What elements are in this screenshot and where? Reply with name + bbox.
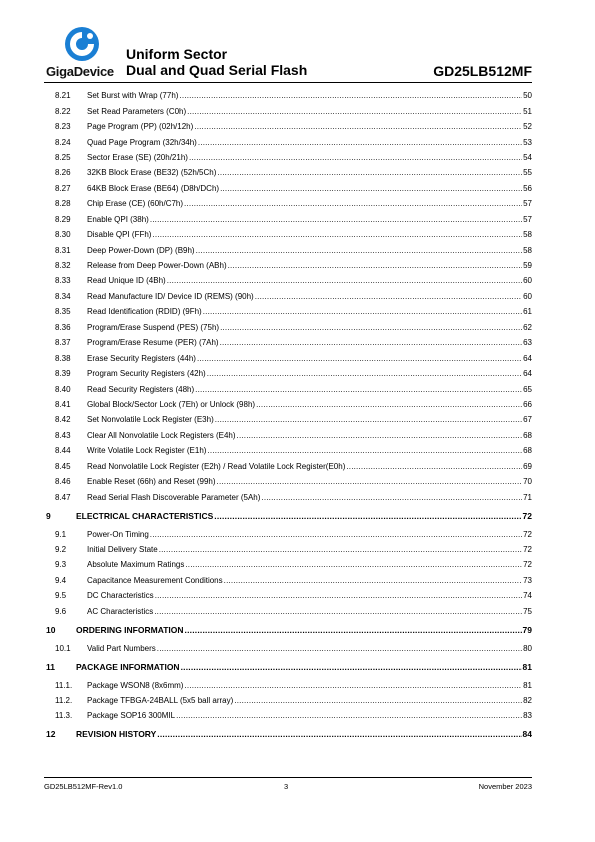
toc-entry[interactable] <box>44 693 532 708</box>
document-title <box>126 46 307 78</box>
toc-entry-page: 51 <box>523 106 532 116</box>
toc-leader-dots <box>185 560 522 569</box>
toc-entry-page: 58 <box>523 245 532 255</box>
toc-entry-number: 8.30 <box>55 230 71 240</box>
toc-leader-dots <box>217 168 522 177</box>
toc-entry[interactable] <box>44 289 532 304</box>
toc-entry-title: DC Characteristics <box>87 591 154 601</box>
toc-leader-dots <box>224 576 522 585</box>
toc-entry-title: 32KB Block Erase (BE32) (52h/5Ch) <box>87 168 217 178</box>
toc-entry-number: 9.5 <box>55 591 67 601</box>
toc-entry-title: Valid Part Numbers <box>87 643 156 653</box>
logo-text: GigaDevice <box>46 64 114 79</box>
toc-entry[interactable] <box>44 381 532 396</box>
toc-entry-number: 8.32 <box>55 261 71 271</box>
toc-entry-number: 8.38 <box>55 353 71 363</box>
toc-entry-title: Sector Erase (SE) (20h/21h) <box>87 152 188 162</box>
toc-entry-title: Package SOP16 300MIL <box>87 711 176 721</box>
toc-entry-title: 64KB Block Erase (BE64) (D8h/DCh) <box>87 183 220 193</box>
title-line-2: Dual and Quad Serial Flash <box>126 62 308 78</box>
toc-entry-page: 64 <box>523 353 532 363</box>
toc-entry-title: Clear All Nonvolatile Lock Registers (E4h) <box>87 430 236 440</box>
toc-entry[interactable] <box>44 640 532 655</box>
toc-entry-title: Read Security Registers (48h) <box>87 384 195 394</box>
toc-entry-title: REVISION HISTORY <box>76 729 157 740</box>
toc-leader-dots <box>195 385 522 394</box>
toc-chapter-entry[interactable] <box>44 724 532 746</box>
toc-entry-title: Program/Erase Resume (PER) (7Ah) <box>87 338 219 348</box>
toc-chapter-entry[interactable] <box>44 619 532 641</box>
toc-entry-page: 68 <box>523 446 532 456</box>
toc-entry-page: 59 <box>523 261 532 271</box>
toc-leader-dots <box>187 107 522 116</box>
toc-entry-number: 11.3. <box>55 711 73 721</box>
toc-entry-number: 9.3 <box>55 560 67 570</box>
toc-entry-page: 64 <box>523 369 532 379</box>
toc-entry[interactable] <box>44 212 532 227</box>
toc-entry[interactable] <box>44 134 532 149</box>
toc-entry-title: Capacitance Measurement Conditions <box>87 575 223 585</box>
toc-leader-dots <box>176 711 522 720</box>
toc-leader-dots <box>152 230 522 239</box>
toc-entry-page: 55 <box>523 168 532 178</box>
toc-entry-number: 10.1 <box>55 643 71 653</box>
toc-entry[interactable] <box>44 489 532 504</box>
toc-leader-dots <box>220 184 522 193</box>
toc-entry-title: ORDERING INFORMATION <box>76 624 184 635</box>
toc-entry-number: 8.31 <box>55 245 71 255</box>
toc-entry-page: 81 <box>523 680 532 690</box>
toc-leader-dots <box>261 493 522 502</box>
toc-entry-page: 73 <box>523 575 532 585</box>
toc-leader-dots <box>150 530 522 539</box>
toc-entry[interactable] <box>44 557 532 572</box>
toc-entry-number: 8.29 <box>55 214 71 224</box>
toc-entry[interactable] <box>44 119 532 134</box>
toc-entry-number: 8.23 <box>55 122 71 132</box>
toc-entry-number: 8.46 <box>55 477 71 487</box>
toc-entry[interactable] <box>44 350 532 365</box>
toc-entry-title: Page Program (PP) (02h/12h) <box>87 122 194 132</box>
toc-entry-title: Quad Page Program (32h/34h) <box>87 137 197 147</box>
toc-entry-number: 9.4 <box>55 575 67 585</box>
toc-entry-number: 8.36 <box>55 322 71 332</box>
toc-entry-title: Read Serial Flash Discoverable Parameter (5Ah) <box>87 492 261 502</box>
toc-entry-number: 8.37 <box>55 338 71 348</box>
toc-leader-dots <box>157 729 521 739</box>
toc-entry[interactable] <box>44 573 532 588</box>
toc-entry-number: 8.27 <box>55 183 71 193</box>
toc-entry-title: Enable Reset (66h) and Reset (99h) <box>87 477 216 487</box>
toc-entry[interactable] <box>44 242 532 257</box>
toc-entry[interactable] <box>44 304 532 319</box>
toc-entry-title: Chip Erase (CE) (60h/C7h) <box>87 199 184 209</box>
toc-leader-dots <box>234 696 522 705</box>
toc-entry-page: 61 <box>523 307 532 317</box>
toc-entry-page: 65 <box>523 384 532 394</box>
toc-entry[interactable] <box>44 604 532 619</box>
toc-entry-title: ELECTRICAL CHARACTERISTICS <box>76 510 214 521</box>
toc-entry-page: 83 <box>523 711 532 721</box>
toc-leader-dots <box>184 681 522 690</box>
toc-entry[interactable] <box>44 677 532 692</box>
toc-entry-number: 8.41 <box>55 399 71 409</box>
toc-leader-dots <box>255 292 522 301</box>
toc-entry-page: 75 <box>523 606 532 616</box>
toc-entry[interactable] <box>44 412 532 427</box>
toc-entry-page: 56 <box>523 183 532 193</box>
toc-leader-dots <box>189 153 522 162</box>
toc-entry-page: 74 <box>523 591 532 601</box>
toc-entry[interactable] <box>44 88 532 103</box>
toc-entry-page: 72 <box>523 544 532 554</box>
toc-entry-title: Program Security Registers (42h) <box>87 369 206 379</box>
toc-entry-title: AC Characteristics <box>87 606 154 616</box>
toc-entry-title: Write Volatile Lock Register (E1h) <box>87 446 207 456</box>
toc-chapter-entry[interactable] <box>44 656 532 678</box>
toc-entry-page: 53 <box>523 137 532 147</box>
toc-entry-page: 54 <box>523 152 532 162</box>
logo-mark-icon <box>64 26 100 62</box>
toc-entry-page: 82 <box>523 696 532 706</box>
footer-doc-revision: GD25LB512MF-Rev1.0 <box>44 782 123 791</box>
toc-entry-title: Erase Security Registers (44h) <box>87 353 196 363</box>
toc-entry-title: Disable QPI (FFh) <box>87 230 152 240</box>
toc-entry[interactable] <box>44 397 532 412</box>
toc-leader-dots <box>346 462 522 471</box>
toc-leader-dots <box>217 477 523 486</box>
toc-entry-title: Deep Power-Down (DP) (B9h) <box>87 245 195 255</box>
toc-leader-dots <box>220 338 523 347</box>
toc-entry-number: 8.39 <box>55 369 71 379</box>
toc-entry-page: 57 <box>523 199 532 209</box>
toc-entry-title: PACKAGE INFORMATION <box>76 661 180 672</box>
toc-leader-dots <box>154 607 522 616</box>
toc-entry-number: 8.45 <box>55 461 71 471</box>
toc-entry-number: 8.26 <box>55 168 71 178</box>
toc-entry-page: 63 <box>523 338 532 348</box>
toc-entry-page: 79 <box>522 624 532 635</box>
toc-entry-number: 9.2 <box>55 544 67 554</box>
toc-entry-number: 11 <box>46 661 55 672</box>
toc-entry-number: 8.28 <box>55 199 71 209</box>
toc-entry-number: 8.40 <box>55 384 71 394</box>
toc-entry-page: 60 <box>523 276 532 286</box>
toc-leader-dots <box>159 545 522 554</box>
toc-entry-page: 57 <box>523 214 532 224</box>
toc-entry[interactable] <box>44 273 532 288</box>
toc-chapter-entry[interactable] <box>44 505 532 527</box>
toc-entry[interactable] <box>44 474 532 489</box>
toc-leader-dots <box>203 307 522 316</box>
toc-entry-title: Set Read Parameters (C0h) <box>87 106 187 116</box>
toc-entry[interactable] <box>44 181 532 196</box>
page-header <box>44 26 532 82</box>
document-id: GD25LB512MF <box>433 63 532 79</box>
toc-entry-title: Package TFBGA-24BALL (5x5 ball array) <box>87 696 234 706</box>
toc-entry-number: 11.1. <box>55 680 73 690</box>
toc-leader-dots <box>167 276 522 285</box>
toc-entry-page: 70 <box>523 477 532 487</box>
toc-entry[interactable] <box>44 320 532 335</box>
toc-entry-number: 8.44 <box>55 446 71 456</box>
toc-entry-page: 72 <box>522 510 532 521</box>
toc-entry-number: 9.6 <box>55 606 67 616</box>
toc-entry-page: 84 <box>522 729 532 740</box>
toc-entry-number: 8.21 <box>55 91 71 101</box>
toc-leader-dots <box>181 662 522 672</box>
toc-entry-page: 62 <box>523 322 532 332</box>
toc-leader-dots <box>185 625 522 635</box>
toc-entry-page: 60 <box>523 291 532 301</box>
toc-entry-page: 69 <box>523 461 532 471</box>
toc-entry-number: 12 <box>46 729 56 740</box>
title-line-1: Uniform Sector <box>126 46 228 62</box>
toc-entry[interactable] <box>44 588 532 603</box>
toc-entry-title: Initial Delivery State <box>87 544 158 554</box>
toc-leader-dots <box>196 246 523 255</box>
toc-leader-dots <box>179 91 522 100</box>
toc-entry-page: 80 <box>523 643 532 653</box>
toc-leader-dots <box>157 644 522 653</box>
toc-entry[interactable] <box>44 428 532 443</box>
toc-entry-number: 9 <box>46 510 51 521</box>
toc-entry-page: 68 <box>523 430 532 440</box>
toc-entry-page: 66 <box>523 399 532 409</box>
toc-leader-dots <box>207 446 522 455</box>
toc-entry-title: Read Manufacture ID/ Device ID (REMS) (90h) <box>87 291 254 301</box>
toc-entry-title: Power-On Timing <box>87 529 149 539</box>
toc-entry-title: Set Burst with Wrap (77h) <box>87 91 179 101</box>
footer-page-number: 3 <box>284 782 289 791</box>
toc-entry-title: Release from Deep Power-Down (ABh) <box>87 261 227 271</box>
toc-entry-title: Package WSON8 (8x6mm) <box>87 680 184 690</box>
toc-entry-page: 50 <box>523 91 532 101</box>
toc-leader-dots <box>150 215 522 224</box>
toc-entry-number: 8.43 <box>55 430 71 440</box>
toc-leader-dots <box>194 122 522 131</box>
toc-entry[interactable] <box>44 708 532 723</box>
toc-entry-title: Read Nonvolatile Lock Register (E2h) / Read Volatile Lock Register(E0h) <box>87 461 346 471</box>
toc-entry-number: 8.34 <box>55 291 71 301</box>
toc-entry-number: 8.33 <box>55 276 71 286</box>
toc-entry-page: 67 <box>523 415 532 425</box>
toc-leader-dots <box>197 354 522 363</box>
toc-leader-dots <box>155 591 522 600</box>
header-rule <box>44 82 532 83</box>
toc-entry-number: 8.35 <box>55 307 71 317</box>
toc-entry[interactable] <box>44 335 532 350</box>
toc-entry-number: 8.22 <box>55 106 71 116</box>
toc-leader-dots <box>256 400 522 409</box>
footer-rule <box>44 777 532 778</box>
toc-entry-number: 8.25 <box>55 152 71 162</box>
footer-date: November 2023 <box>478 782 532 791</box>
toc-entry-page: 72 <box>523 529 532 539</box>
toc-entry[interactable] <box>44 459 532 474</box>
toc-entry[interactable] <box>44 150 532 165</box>
toc-leader-dots <box>215 415 522 424</box>
toc-entry-title: Set Nonvolatile Lock Register (E3h) <box>87 415 214 425</box>
toc-leader-dots <box>220 323 522 332</box>
toc-entry-page: 81 <box>522 661 532 672</box>
toc-entry[interactable] <box>44 165 532 180</box>
toc-entry[interactable] <box>44 103 532 118</box>
toc-entry-title: Enable QPI (38h) <box>87 214 149 224</box>
toc-entry-page: 58 <box>523 230 532 240</box>
toc-entry-number: 8.24 <box>55 137 71 147</box>
table-of-contents <box>44 88 532 745</box>
toc-entry-number: 11.2. <box>55 696 73 706</box>
toc-entry-number: 8.42 <box>55 415 71 425</box>
toc-entry[interactable] <box>44 443 532 458</box>
toc-leader-dots <box>214 511 521 521</box>
toc-entry-page: 52 <box>523 122 532 132</box>
toc-leader-dots <box>228 261 522 270</box>
toc-entry[interactable] <box>44 258 532 273</box>
toc-entry-page: 72 <box>523 560 532 570</box>
toc-entry[interactable] <box>44 366 532 381</box>
toc-entry[interactable] <box>44 227 532 242</box>
toc-leader-dots <box>184 199 522 208</box>
toc-leader-dots <box>198 138 522 147</box>
toc-entry[interactable] <box>44 526 532 541</box>
toc-entry-title: Program/Erase Suspend (PES) (75h) <box>87 322 220 332</box>
toc-entry-number: 9.1 <box>55 529 67 539</box>
toc-entry-title: Global Block/Sector Lock (7Eh) or Unlock (98h) <box>87 399 256 409</box>
toc-entry-title: Absolute Maximum Ratings <box>87 560 185 570</box>
toc-entry-page: 71 <box>523 492 532 502</box>
toc-entry[interactable] <box>44 542 532 557</box>
toc-entry-title: Read Unique ID (4Bh) <box>87 276 166 286</box>
toc-entry-number: 8.47 <box>55 492 71 502</box>
gigadevice-logo <box>44 26 124 82</box>
toc-entry-title: Read Identification (RDID) (9Fh) <box>87 307 202 317</box>
toc-entry[interactable] <box>44 196 532 211</box>
toc-leader-dots <box>207 369 522 378</box>
toc-entry-number: 10 <box>46 624 56 635</box>
toc-leader-dots <box>237 431 523 440</box>
